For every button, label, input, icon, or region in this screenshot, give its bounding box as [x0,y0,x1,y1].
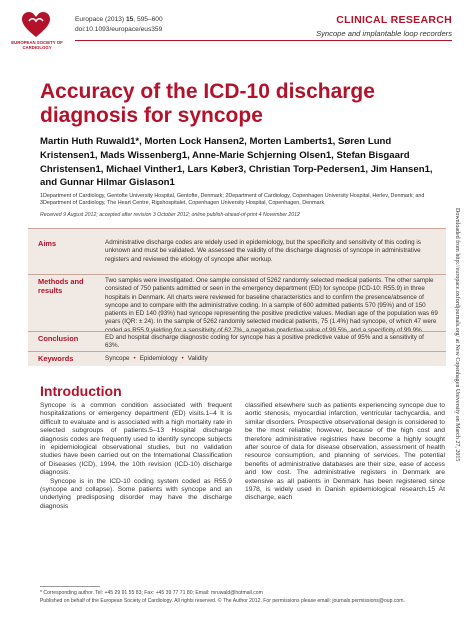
structured-abstract [28,228,446,366]
conclusion-text: ED and hospital discharge diagnostic coding for syncope has a positive predictive value of 95% and a sensitivity of 63%. [105,334,424,350]
affiliations: 1Department of Cardiology, Gentofte University Hospital, Gentofte, Denmark; 2Department of Cardiology, Copenhagen University Hospital, Herlev, Denmark; and 3Department of Cardiology, The Heart Centre, Rigshospitalet, Copenhagen University Hospital, Copenhagen, Denmark [40,193,425,206]
logo-text: EUROPEAN SOCIETY OF CARDIOLOGY [11,40,63,50]
methods-label: Methods and results [38,277,84,295]
footnote-rule [40,586,100,587]
article-title: Accuracy of the ICD-10 discharge diagnosis for syncope [40,80,375,127]
download-note [454,208,468,488]
keywords-label: Keywords [38,354,74,363]
received-dates: Received 9 August 2012; accepted after revision 3 October 2012; online publish-ahead-of-print 4 November 2012 [40,212,300,218]
aims-label: Aims [38,239,57,248]
abstract-divider [28,351,446,352]
header-rule [75,40,452,41]
intro-paragraph: classified elsewhere such as patients experiencing syncope due to aortic stenosis, myocardial infarction, ventricular tachycardia, and similar disorders. Prospective observational design is considered to be the most reliable; however, because of the high cost and therefore administrative registries have become a highly sought after source of data for disease observation, assessment of health resource consumption, and planning of services. The potential benefits of administrative databases are their size, ease of access and low cost. The administrative registers in Denmark are extensive as all patients in Denmark has been registered since 1978, is widely used in Danish epidemiological research.15 At discharge, each [245,402,445,502]
keywords-list: Syncope • Epidemiology • Validity [105,355,208,362]
intro-paragraph: Syncope is in the ICD-10 coding system coded as R55.9 (syncope and collapse). Some patients with syncope and an underlying predisposing disorder may have the discharge diagnosis [40,477,232,510]
esc-heart-logo-icon [22,12,50,38]
conclusion-label: Conclusion [38,334,79,343]
intro-paragraph: Syncope is a common condition associated with frequent hospitalizations or emergency department (ED) visits.1–4 It is difficult to evaluate and is associated with a high mortality rate in selected subgroups of patients.5–13 Hospital discharge diagnosis codes are frequently used to identify syncope subjects in epidemiological observational studies, but no validation studies have been carried out on the International Classification of Diseases (ICD), 1994, the 10th revision (ICD-10) discharge diagnosis. [40,402,232,477]
intro-column-left [40,402,232,511]
journal-citation: Europace (2013) 15, 595–600 [75,16,163,23]
intro-column-right [245,402,445,503]
doi: doi:10.1093/europace/eus359 [75,26,163,33]
download-note-text[interactable]: Downloaded from http://europace.oxfordjournals.org/ at New Copenhagen University on March 27, 2015 [454,208,460,462]
section-heading: CLINICAL RESEARCH [336,14,452,26]
abstract-divider [28,274,446,275]
aims-text: Administrative discharge codes are widely used in epidemiology, but the specificity and sensitivity of this coding is unknown and must be validated. We assessed the validity of the discharge diagnosis of syncope in administrative registers and reviewed the etiology of syncope after workup. [105,239,421,263]
corresponding-author: * Corresponding author. Tel: +45 29 91 55 83; Fax: +45 39 77 71 80; Email: mruwald@hotmail.com [40,590,263,596]
abstract-divider [28,331,446,332]
abstract-divider [28,228,446,229]
keyword: Syncope [105,355,130,362]
introduction-heading: Introduction [40,383,122,399]
keyword: Epidemiology [139,355,178,362]
author-list: Martin Huth Ruwald1*, Morten Lock Hansen2, Morten Lamberts1, Søren Lund Kristensen1, Mads Wissenberg1, Anne-Marie Schjerning Olsen1, Stefan Bisgaard Christensen1, Michael Vinther1, Lars Køber3, Christian Torp-Pedersen1, Jim Hansen1, and Gunnar Hilmar Gislason1 [40,136,433,189]
keyword: Validity [187,355,208,362]
subsection-heading: Syncope and implantable loop recorders [316,29,452,38]
methods-text: Two samples were investigated. One sample consisted of 5262 randomly selected medical patients. The other sample consisted of 750 patients admitted or seen in the emergency department (ED) for syncope (ICD-10: R55.9) in three hospitals in Denmark. All charts were reviewed for baseline characteristics and to confirm the presence/absence of syncope and to compare with the administrative coding. In a sample of 600 admitted patients 570 (95%) and of 150 patients in ED 140 (93%) had syncope representing the positive predictive values. Median age of the population was 69 years (IQR: ± 24). In the sample of 5262 randomly selected medical patients, 75 (1.4%) had syncope, of which 47 were coded as R55.9 yielding for a sensitivity of 62.7%, a negative predictive value of 99.5%, and a specificity of 99.9%. [105,277,438,334]
publisher-note: Published on behalf of the European Society of Cardiology. All rights reserved. © The Author 2012. For permissions please email: journals.permissions@oup.com. [40,598,405,604]
